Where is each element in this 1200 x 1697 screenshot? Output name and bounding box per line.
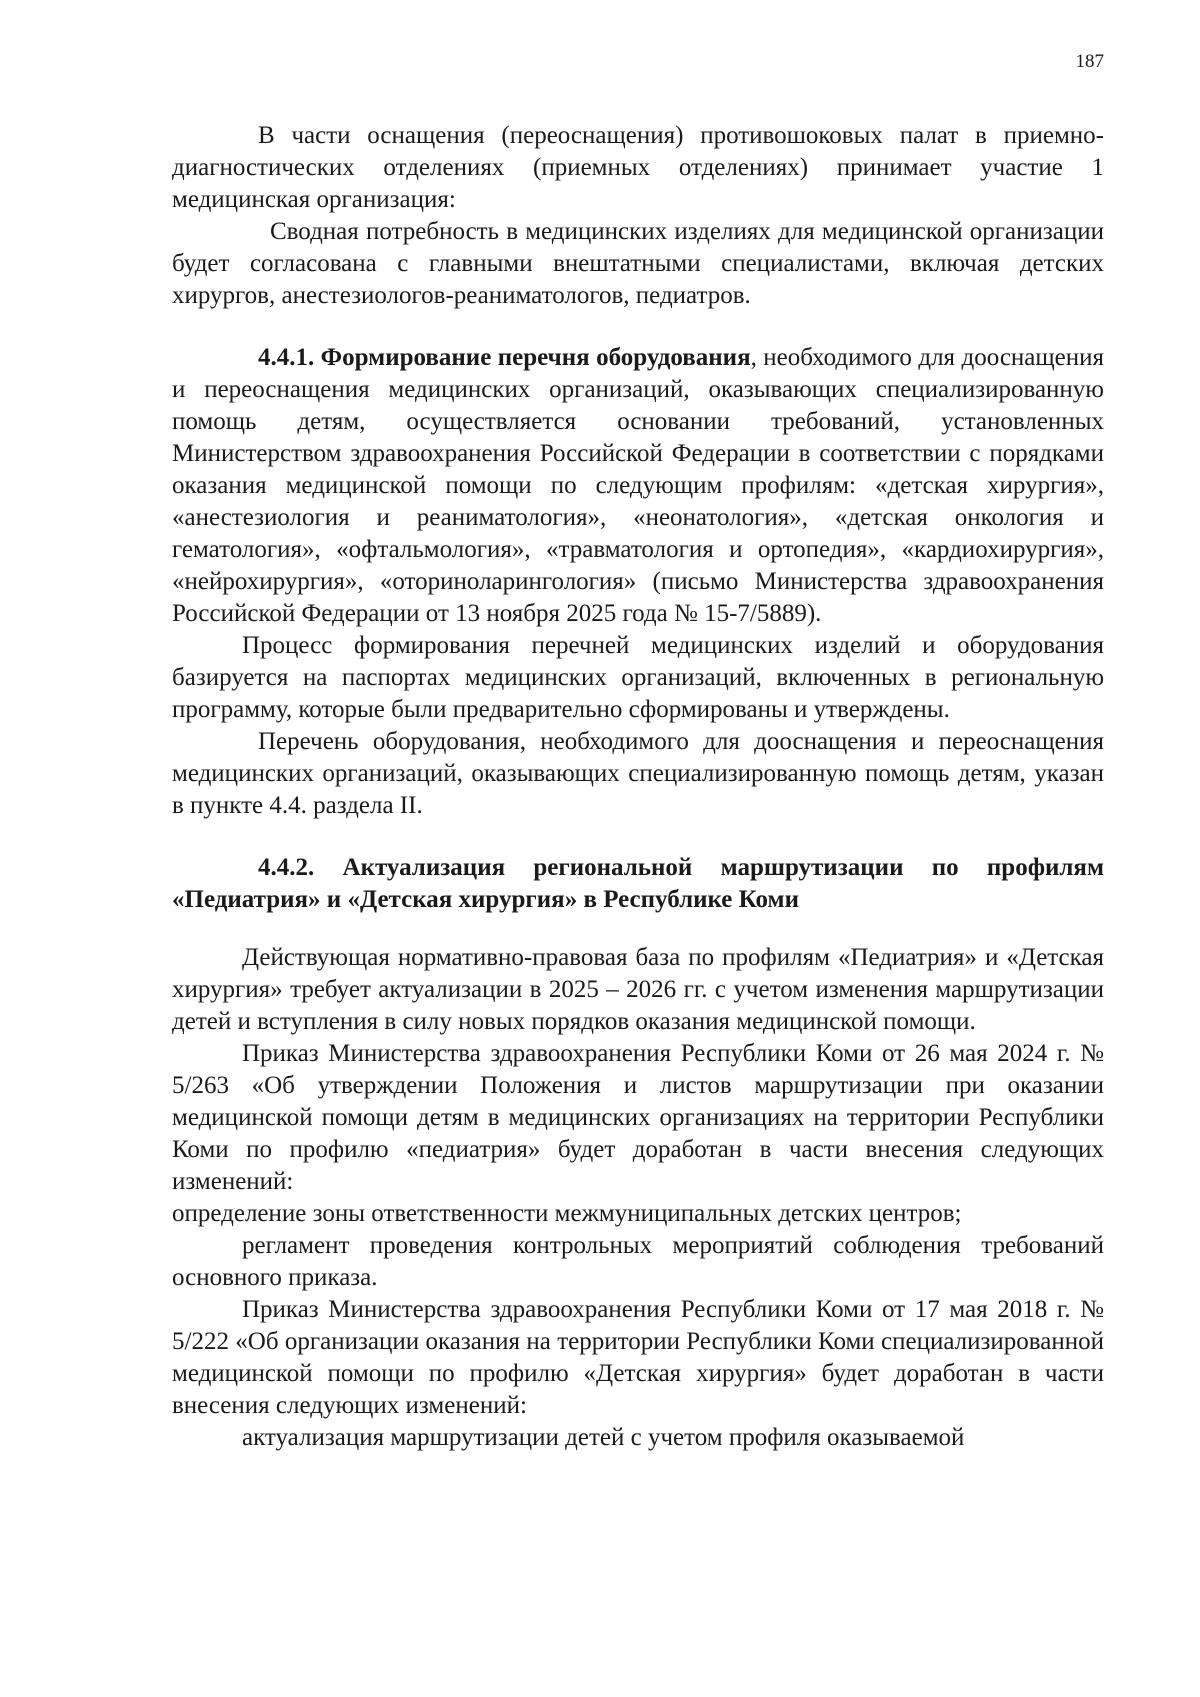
paragraph-process: Процесс формирования перечней медицинских изделий и оборудования базируется на паспортах медицинских организаций, включенных в региональную программу, которые были предварительно сформированы и утверждены.	[172, 632, 1104, 723]
spacer	[172, 916, 1104, 942]
paragraph-equipment-list: Перечень оборудования, необходимого для дооснащения и переоснащения медицинских организаций, оказывающих специализированную помощь детям, указан в пункте 4.4. раздела II.	[172, 728, 1104, 819]
paragraph-consolidated-need: Сводная потребность в медицинских изделиях для медицинской организации будет согласована с главными внештатными специалистами, включая детских хирургов, анестезиологов-реаниматологов, педиатров.	[172, 218, 1104, 309]
spacer	[172, 822, 1104, 852]
section-4-4-2-heading: 4.4.2. Актуализация региональной маршрутизации по профилям «Педиатрия» и «Детская хирургия» в Республике Коми	[172, 854, 1104, 913]
paragraph-control-regulation: регламент проведения контрольных мероприятий соблюдения требований основного приказа.	[172, 1232, 1104, 1291]
page-number: 187	[1075, 51, 1104, 72]
spacer	[172, 312, 1104, 342]
paragraph-shock-wards: В части оснащения (переоснащения) противошоковых палат в приемно-диагностических отделениях (приемных отделениях) принимает участие 1 медицинская организация:	[172, 122, 1104, 213]
paragraph-routing-update: актуализация маршрутизации детей с учетом профиля оказываемой	[242, 1424, 965, 1451]
paragraph-responsibility-zones: определение зоны ответственности межмуниципальных детских центров;	[172, 1200, 962, 1227]
section-4-4-1-text: , необходимого для дооснащения и переоснащения медицинских организаций, оказывающих специализированную помощь детям, осуществляется основании требований, установленных Министерством здравоохранения Российской Федерации в соответствии с порядками оказания медицинской помощи по следующим профилям: «детская хирургия», «анестезиология и реаниматология», «неонатология», «детская онкология и гематология», «офтальмология», «травматология и ортопедия», «кардиохирургия», «нейрохирургия», «оториноларингология» (письмо Министерства здравоохранения Российской Федерации от 13 ноября 2025 года № 15-7/5889).	[172, 344, 1104, 627]
section-4-4-1-title: 4.4.1. Формирование перечня оборудования	[258, 344, 751, 371]
paragraph-order-5-222: Приказ Министерства здравоохранения Республики Коми от 17 мая 2018 г. № 5/222 «Об организации оказания на территории Республики Коми специализированной медицинской помощи по профилю «Детская хирургия» будет доработан в части внесения следующих изменений:	[172, 1296, 1104, 1419]
paragraph-regulatory-base: Действующая нормативно-правовая база по профилям «Педиатрия» и «Детская хирургия» требует актуализации в 2025 – 2026 гг. с учетом изменения маршрутизации детей и вступления в силу новых порядков оказания медицинской помощи.	[172, 944, 1104, 1035]
paragraph-order-5-263: Приказ Министерства здравоохранения Республики Коми от 26 мая 2024 г. № 5/263 «Об утверждении Положения и листов маршрутизации при оказании медицинской помощи детям в медицинских организациях на территории Республики Коми по профилю «педиатрия» будет доработан в части внесения следующих изменений:	[172, 1040, 1104, 1195]
section-4-4-1-paragraph	[172, 342, 1104, 630]
page-content	[172, 120, 1104, 1454]
